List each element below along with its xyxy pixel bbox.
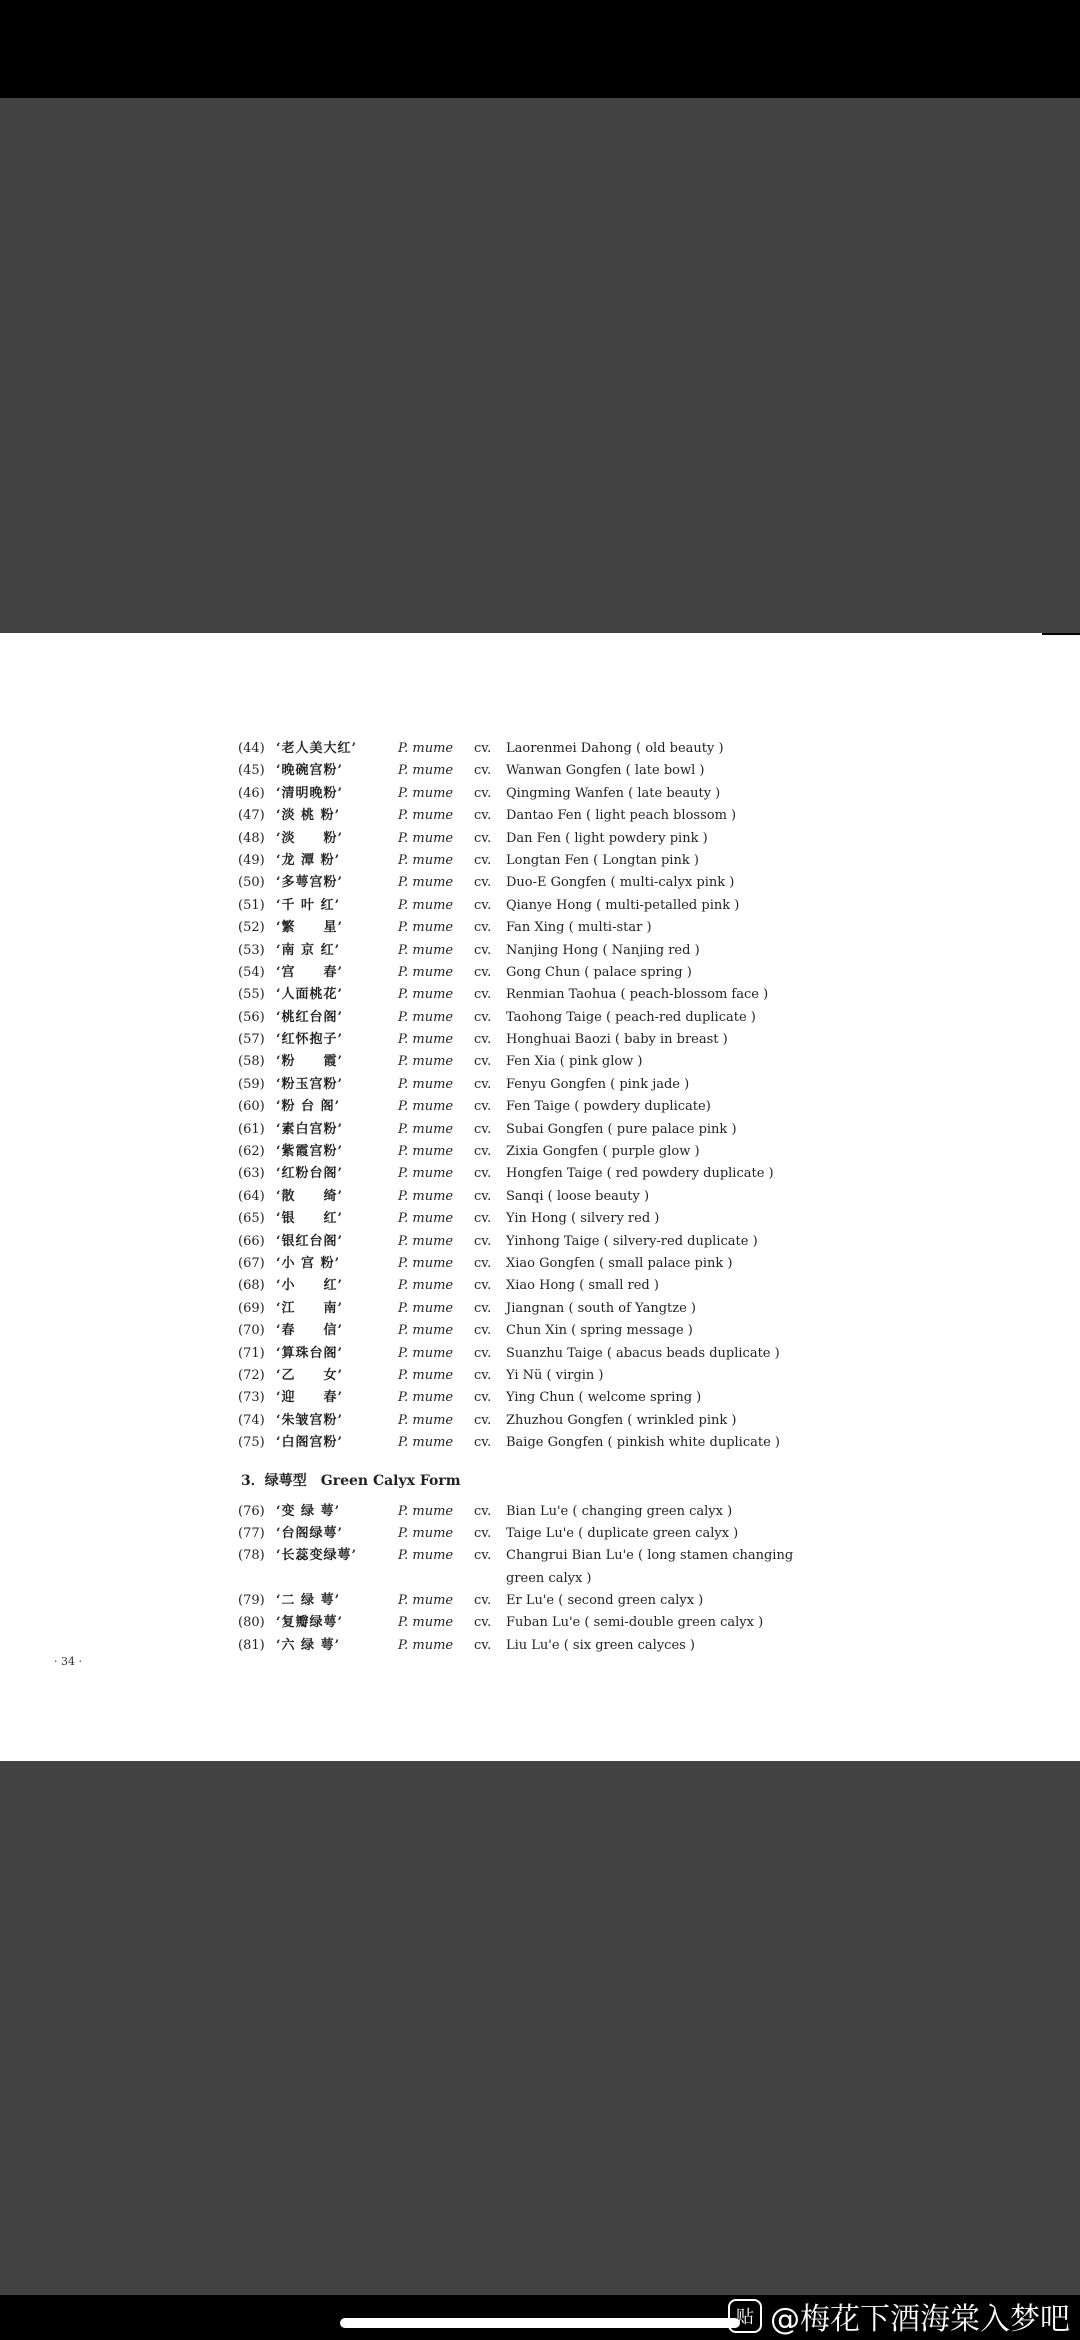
entry-number: (74) [238, 1412, 265, 1428]
species-name: P. mume [398, 1548, 454, 1564]
list-item [0, 1253, 1080, 1275]
english-name: Fen Taige ( powdery duplicate) [506, 1099, 711, 1115]
species-name: P. mume [398, 1009, 454, 1025]
english-name: Bian Lu'e ( changing green calyx ) [506, 1503, 733, 1519]
entry-number: (59) [238, 1076, 265, 1092]
list-item [0, 984, 1080, 1006]
english-name: Gong Chun ( palace spring ) [506, 964, 692, 980]
species-name: P. mume [398, 785, 454, 801]
cultivar-abbrev: cv. [474, 987, 492, 1003]
species-name: P. mume [398, 1076, 454, 1092]
list-item [0, 1343, 1080, 1365]
species-name: P. mume [398, 1503, 454, 1519]
species-name: P. mume [398, 1367, 454, 1383]
species-name: P. mume [398, 1525, 454, 1541]
list-item [0, 738, 1080, 760]
list-item [0, 1141, 1080, 1163]
list-item-continuation [0, 1568, 1080, 1590]
cultivar-abbrev: cv. [474, 1300, 492, 1316]
chinese-name: ‘春 信’ [276, 1323, 344, 1339]
cultivar-abbrev: cv. [474, 785, 492, 801]
chinese-name: ‘银红台阁’ [276, 1233, 344, 1249]
entry-number: (47) [238, 808, 265, 824]
list-item [0, 1612, 1080, 1634]
entry-number: (69) [238, 1300, 265, 1316]
list-item [0, 1410, 1080, 1432]
cultivar-abbrev: cv. [474, 852, 492, 868]
english-name: Ying Chun ( welcome spring ) [506, 1390, 702, 1406]
list-item [0, 1432, 1080, 1454]
cultivar-abbrev: cv. [474, 1054, 492, 1070]
list-item [0, 1119, 1080, 1141]
cultivar-abbrev: cv. [474, 808, 492, 824]
chinese-name: ‘紫霞宫粉’ [276, 1144, 344, 1160]
list-item [0, 1523, 1080, 1545]
english-name: Nanjing Hong ( Nanjing red ) [506, 942, 700, 958]
species-name: P. mume [398, 1233, 454, 1249]
viewer-background-top [0, 98, 1080, 633]
english-name: Fuban Lu'e ( semi-double green calyx ) [506, 1615, 764, 1631]
document-page [0, 633, 1080, 1761]
species-name: P. mume [398, 1435, 454, 1451]
chinese-name: ‘晚碗宫粉’ [276, 763, 344, 779]
english-name: Yin Hong ( silvery red ) [506, 1211, 660, 1227]
english-name: Honghuai Baozi ( baby in breast ) [506, 1032, 728, 1048]
chinese-name: ‘复瓣绿萼’ [276, 1615, 344, 1631]
list-item [0, 1387, 1080, 1409]
chinese-name: ‘小 红’ [276, 1278, 344, 1294]
chinese-name: ‘南 京 红’ [276, 942, 341, 958]
list-item [0, 1208, 1080, 1230]
entry-number: (44) [238, 741, 265, 756]
english-name: Fen Xia ( pink glow ) [506, 1054, 643, 1070]
list-item [0, 895, 1080, 917]
english-name: Taige Lu'e ( duplicate green calyx ) [506, 1525, 739, 1541]
species-name: P. mume [398, 1278, 454, 1294]
chinese-name: ‘龙 潭 粉’ [276, 852, 341, 868]
viewer-background-bottom [0, 1761, 1080, 2295]
cultivar-abbrev: cv. [474, 1099, 492, 1115]
species-name: P. mume [398, 741, 454, 756]
cultivar-abbrev: cv. [474, 897, 492, 913]
english-name: Xiao Gongfen ( small palace pink ) [506, 1255, 733, 1271]
entry-number: (54) [238, 964, 265, 980]
english-name: Dantao Fen ( light peach blossom ) [506, 808, 737, 824]
cultivar-list [0, 738, 1080, 1657]
list-item [0, 783, 1080, 805]
list-item [0, 1298, 1080, 1320]
chinese-name: ‘粉 霞’ [276, 1054, 344, 1070]
cultivar-abbrev: cv. [474, 1615, 492, 1631]
english-name: Changrui Bian Lu'e ( long stamen changing [506, 1548, 794, 1564]
entry-number: (66) [238, 1233, 265, 1249]
species-name: P. mume [398, 1593, 454, 1609]
chinese-name: ‘变 绿 萼’ [276, 1503, 341, 1519]
entry-number: (80) [238, 1615, 265, 1631]
chinese-name: ‘繁 星’ [276, 920, 344, 936]
chinese-name: ‘红粉台阁’ [276, 1166, 344, 1182]
cultivar-abbrev: cv. [474, 1345, 492, 1361]
chinese-name: ‘多萼宫粉’ [276, 875, 344, 891]
cultivar-abbrev: cv. [474, 1390, 492, 1406]
species-name: P. mume [398, 830, 454, 846]
species-name: P. mume [398, 875, 454, 891]
entry-number: (57) [238, 1032, 265, 1048]
list-item [0, 760, 1080, 782]
cultivar-abbrev: cv. [474, 1525, 492, 1541]
chinese-name: ‘六 绿 萼’ [276, 1637, 341, 1653]
chinese-name: ‘散 绮’ [276, 1188, 344, 1204]
entry-number: (68) [238, 1278, 265, 1294]
entry-number: (63) [238, 1166, 265, 1182]
entry-number: (51) [238, 897, 265, 913]
section-heading: 3．绿萼型 Green Calyx Form [241, 1472, 461, 1489]
entry-number: (46) [238, 785, 265, 801]
species-name: P. mume [398, 1323, 454, 1339]
species-name: P. mume [398, 1121, 454, 1137]
chinese-name: ‘人面桃花’ [276, 987, 344, 1003]
english-name: Taohong Taige ( peach-red duplicate ) [506, 1009, 756, 1025]
cultivar-abbrev: cv. [474, 920, 492, 936]
species-name: P. mume [398, 1032, 454, 1048]
species-name: P. mume [398, 964, 454, 980]
entry-number: (73) [238, 1390, 265, 1406]
entry-number: (75) [238, 1435, 265, 1451]
species-name: P. mume [398, 1255, 454, 1271]
list-item [0, 1501, 1080, 1523]
english-name: Laorenmei Dahong ( old beauty ) [506, 741, 724, 756]
chinese-name: ‘银 红’ [276, 1211, 344, 1227]
cultivar-abbrev: cv. [474, 1211, 492, 1227]
chinese-name: ‘千 叶 红’ [276, 897, 341, 913]
english-name: Chun Xin ( spring message ) [506, 1323, 693, 1339]
chinese-name: ‘朱皱宫粉’ [276, 1412, 344, 1428]
list-item [0, 850, 1080, 872]
entry-number: (76) [238, 1503, 265, 1519]
cultivar-abbrev: cv. [474, 1144, 492, 1160]
chinese-name: ‘乙 女’ [276, 1367, 344, 1383]
english-name: Fenyu Gongfen ( pink jade ) [506, 1076, 690, 1092]
home-indicator[interactable] [340, 2318, 740, 2328]
cultivar-abbrev: cv. [474, 1593, 492, 1609]
chinese-name: ‘桃红台阁’ [276, 1009, 344, 1025]
watermark-text: @梅花下酒海棠入梦吧 [770, 2302, 1070, 2337]
chinese-name: ‘台阁绿萼’ [276, 1525, 344, 1541]
list-item [0, 1545, 1080, 1567]
english-name: Suanzhu Taige ( abacus beads duplicate ) [506, 1345, 780, 1361]
list-item [0, 940, 1080, 962]
chinese-name: ‘算珠台阁’ [276, 1345, 344, 1361]
cultivar-abbrev: cv. [474, 942, 492, 958]
cultivar-abbrev: cv. [474, 1188, 492, 1204]
species-name: P. mume [398, 808, 454, 824]
species-name: P. mume [398, 1300, 454, 1316]
entry-number: (55) [238, 987, 265, 1003]
chinese-name: ‘淡 桃 粉’ [276, 808, 341, 824]
english-name: Jiangnan ( south of Yangtze ) [506, 1300, 697, 1316]
english-name: Sanqi ( loose beauty ) [506, 1188, 650, 1204]
chinese-name: ‘迎 春’ [276, 1390, 344, 1406]
english-name: Fan Xing ( multi-star ) [506, 920, 652, 936]
chinese-name: ‘长蕊变绿萼’ [276, 1548, 358, 1564]
cultivar-abbrev: cv. [474, 1323, 492, 1339]
cultivar-abbrev: cv. [474, 1548, 492, 1564]
english-name: Longtan Fen ( Longtan pink ) [506, 852, 699, 868]
cultivar-abbrev: cv. [474, 741, 492, 756]
species-name: P. mume [398, 852, 454, 868]
chinese-name: ‘粉 台 阁’ [276, 1099, 341, 1115]
species-name: P. mume [398, 1211, 454, 1227]
list-item [0, 1051, 1080, 1073]
species-name: P. mume [398, 1390, 454, 1406]
list-item [0, 1365, 1080, 1387]
status-bar [0, 0, 1080, 98]
chinese-name: ‘淡 粉’ [276, 830, 344, 846]
english-name: Zhuzhou Gongfen ( wrinkled pink ) [506, 1412, 737, 1428]
chinese-name: ‘红怀抱子’ [276, 1032, 344, 1048]
entry-number: (70) [238, 1323, 265, 1339]
entry-number: (52) [238, 920, 265, 936]
entry-number: (53) [238, 942, 265, 958]
english-name: Liu Lu'e ( six green calyces ) [506, 1637, 696, 1653]
cultivar-abbrev: cv. [474, 875, 492, 891]
species-name: P. mume [398, 1188, 454, 1204]
species-name: P. mume [398, 987, 454, 1003]
chinese-name: ‘白阁宫粉’ [276, 1435, 344, 1451]
entry-number: (65) [238, 1211, 265, 1227]
chinese-name: ‘老人美大红’ [276, 741, 358, 756]
cultivar-abbrev: cv. [474, 1278, 492, 1294]
list-item [0, 1231, 1080, 1253]
chinese-name: ‘粉玉宫粉’ [276, 1076, 344, 1092]
entry-number: (78) [238, 1548, 265, 1564]
chinese-name: ‘宫 春’ [276, 964, 344, 980]
entry-number: (45) [238, 763, 265, 779]
entry-number: (62) [238, 1144, 265, 1160]
cultivar-abbrev: cv. [474, 1121, 492, 1137]
species-name: P. mume [398, 920, 454, 936]
cultivar-abbrev: cv. [474, 1076, 492, 1092]
list-item [0, 1186, 1080, 1208]
species-name: P. mume [398, 1144, 454, 1160]
english-name: Wanwan Gongfen ( late bowl ) [506, 763, 705, 779]
cultivar-abbrev: cv. [474, 763, 492, 779]
entry-number: (56) [238, 1009, 265, 1025]
english-name-continued: green calyx ) [506, 1570, 592, 1586]
english-name: Er Lu'e ( second green calyx ) [506, 1593, 704, 1609]
chinese-name: ‘二 绿 萼’ [276, 1593, 341, 1609]
chinese-name: ‘清明晚粉’ [276, 785, 344, 801]
list-item [0, 917, 1080, 939]
chinese-name: ‘江 南’ [276, 1300, 344, 1316]
entry-number: (64) [238, 1188, 265, 1204]
list-item [0, 805, 1080, 827]
english-name: Qingming Wanfen ( late beauty ) [506, 785, 721, 801]
cultivar-abbrev: cv. [474, 1032, 492, 1048]
cultivar-abbrev: cv. [474, 964, 492, 980]
list-item [0, 962, 1080, 984]
english-name: Xiao Hong ( small red ) [506, 1278, 659, 1294]
page-edge-mark [1042, 633, 1080, 635]
page-number: · 34 · [54, 1655, 82, 1668]
entry-number: (60) [238, 1099, 265, 1115]
species-name: P. mume [398, 942, 454, 958]
cultivar-abbrev: cv. [474, 830, 492, 846]
cultivar-abbrev: cv. [474, 1503, 492, 1519]
list-item [0, 1074, 1080, 1096]
entry-number: (81) [238, 1637, 265, 1653]
cultivar-abbrev: cv. [474, 1255, 492, 1271]
cultivar-abbrev: cv. [474, 1435, 492, 1451]
entry-number: (71) [238, 1345, 265, 1361]
english-name: Dan Fen ( light powdery pink ) [506, 830, 708, 846]
species-name: P. mume [398, 763, 454, 779]
list-item [0, 1635, 1080, 1657]
cultivar-abbrev: cv. [474, 1233, 492, 1249]
entry-number: (67) [238, 1255, 265, 1271]
list-item [0, 872, 1080, 894]
list-item [0, 1275, 1080, 1297]
entry-number: (48) [238, 830, 265, 846]
chinese-name: ‘小 宫 粉’ [276, 1255, 341, 1271]
cultivar-abbrev: cv. [474, 1009, 492, 1025]
species-name: P. mume [398, 897, 454, 913]
list-item [0, 1590, 1080, 1612]
list-item [0, 1163, 1080, 1185]
cultivar-abbrev: cv. [474, 1412, 492, 1428]
english-name: Yinhong Taige ( silvery-red duplicate ) [506, 1233, 758, 1249]
species-name: P. mume [398, 1637, 454, 1653]
chinese-name: ‘素白宫粉’ [276, 1121, 344, 1137]
tieba-icon: 贴 [728, 2299, 762, 2333]
species-name: P. mume [398, 1166, 454, 1182]
species-name: P. mume [398, 1054, 454, 1070]
species-name: P. mume [398, 1345, 454, 1361]
english-name: Baige Gongfen ( pinkish white duplicate ) [506, 1435, 780, 1451]
cultivar-abbrev: cv. [474, 1166, 492, 1182]
english-name: Yi Nü ( virgin ) [506, 1367, 604, 1383]
english-name: Renmian Taohua ( peach-blossom face ) [506, 987, 769, 1003]
cultivar-abbrev: cv. [474, 1367, 492, 1383]
list-item [0, 1029, 1080, 1051]
english-name: Hongfen Taige ( red powdery duplicate ) [506, 1166, 774, 1182]
species-name: P. mume [398, 1412, 454, 1428]
cultivar-abbrev: cv. [474, 1637, 492, 1653]
list-item [0, 1007, 1080, 1029]
list-item [0, 828, 1080, 850]
entry-number: (49) [238, 852, 265, 868]
list-item [0, 1096, 1080, 1118]
list-item [0, 1320, 1080, 1342]
entry-number: (50) [238, 875, 265, 891]
entry-number: (72) [238, 1367, 265, 1383]
english-name: Qianye Hong ( multi-petalled pink ) [506, 897, 740, 913]
english-name: Duo-E Gongfen ( multi-calyx pink ) [506, 875, 735, 891]
entry-number: (77) [238, 1525, 265, 1541]
entry-number: (61) [238, 1121, 265, 1137]
entry-number: (79) [238, 1593, 265, 1609]
english-name: Subai Gongfen ( pure palace pink ) [506, 1121, 737, 1137]
english-name: Zixia Gongfen ( purple glow ) [506, 1144, 700, 1160]
species-name: P. mume [398, 1099, 454, 1115]
entry-number: (58) [238, 1054, 265, 1070]
species-name: P. mume [398, 1615, 454, 1631]
watermark [728, 2296, 1070, 2336]
